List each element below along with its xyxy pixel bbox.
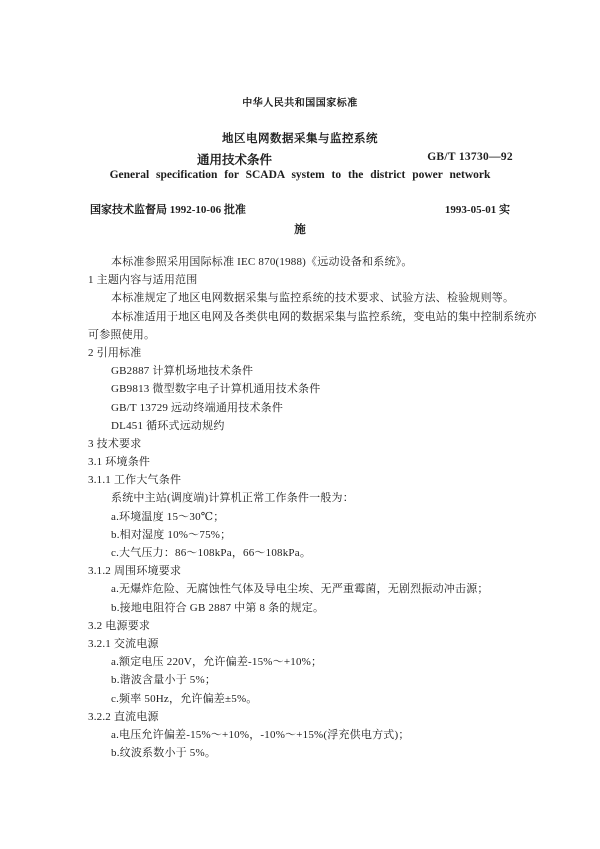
body-line: b.纹波系数小于 5%。 bbox=[111, 747, 217, 760]
subtitle-row bbox=[88, 150, 513, 166]
body-line: 3.1.1 工作大气条件 bbox=[88, 474, 182, 487]
body-line: 本标准规定了地区电网数据采集与监控系统的技术要求、试验方法、检验规则等。 bbox=[111, 292, 515, 305]
body-line: b.谐波含量小于 5%； bbox=[111, 674, 217, 687]
body-line: 3.2.1 交流电源 bbox=[88, 637, 159, 650]
body-line: GB2887 计算机场地技术条件 bbox=[111, 365, 254, 378]
body-line: 3.2 电源要求 bbox=[88, 619, 151, 632]
body-line: b.接地电阻符合 GB 2887 中第 8 条的规定。 bbox=[111, 601, 325, 614]
body-line: c.大气压力：86～108kPa，66～108kPa。 bbox=[111, 547, 312, 559]
approval-authority-text: 国家技术监督局 1992-10-06 批准 bbox=[90, 204, 246, 216]
body-line: 2 引用标准 bbox=[88, 346, 142, 359]
national-standard-label: 中华人民共和国国家标准 bbox=[242, 98, 358, 109]
body-line: 3.2.2 直流电源 bbox=[88, 710, 159, 723]
body-line: 本标准适用于地区电网及各类供电网的数据采集与监控系统，变电站的集中控制系统亦 bbox=[111, 310, 537, 323]
body-line: GB/T 13729 远动终端通用技术条件 bbox=[111, 401, 284, 414]
body-line: a.无爆炸危险、无腐蚀性气体及导电尘埃、无严重霉菌，无剧烈振动冲击源； bbox=[111, 583, 489, 596]
document-title-en: General specification for SCADA system to the district power network bbox=[109, 169, 491, 181]
document-body bbox=[88, 253, 537, 762]
body-line: b.相对湿度 10%～75%； bbox=[111, 528, 232, 541]
document-title-cn: 地区电网数据采集与监控系统 bbox=[222, 133, 378, 145]
approval-row bbox=[90, 201, 510, 216]
body-line: 3 技术要求 bbox=[88, 437, 142, 450]
body-line: a.电压允许偏差-15%～+10%，-10%～+15%(浮充供电方式)； bbox=[111, 728, 410, 741]
body-line: a.额定电压 220V，允许偏差-15%～+10%； bbox=[111, 656, 323, 669]
effective-wrap-char: 施 bbox=[294, 224, 306, 236]
document-subtitle-cn: 通用技术条件 bbox=[197, 153, 273, 167]
body-line: a.环境温度 15～30℃； bbox=[111, 510, 225, 523]
body-line: 本标准参照采用国际标准 IEC 870(1988)《远动设备和系统》。 bbox=[111, 256, 413, 268]
standard-code: GB/T 13730—92 bbox=[427, 151, 513, 163]
body-line: 可参照使用。 bbox=[88, 328, 156, 341]
body-line: 1 主题内容与适用范围 bbox=[88, 274, 198, 287]
body-line: DL451 循环式远动规约 bbox=[111, 419, 225, 432]
body-line: GB9813 微型数字电子计算机通用技术条件 bbox=[111, 383, 321, 396]
body-line: 3.1 环境条件 bbox=[88, 456, 151, 469]
body-line: 3.1.2 周围环境要求 bbox=[88, 565, 182, 578]
effective-date-text: 1993-05-01 实 bbox=[444, 204, 510, 216]
body-line: 系统中主站(调度端)计算机正常工作条件一般为： bbox=[111, 492, 354, 505]
body-line: c.频率 50Hz，允许偏差±5%。 bbox=[111, 692, 258, 705]
